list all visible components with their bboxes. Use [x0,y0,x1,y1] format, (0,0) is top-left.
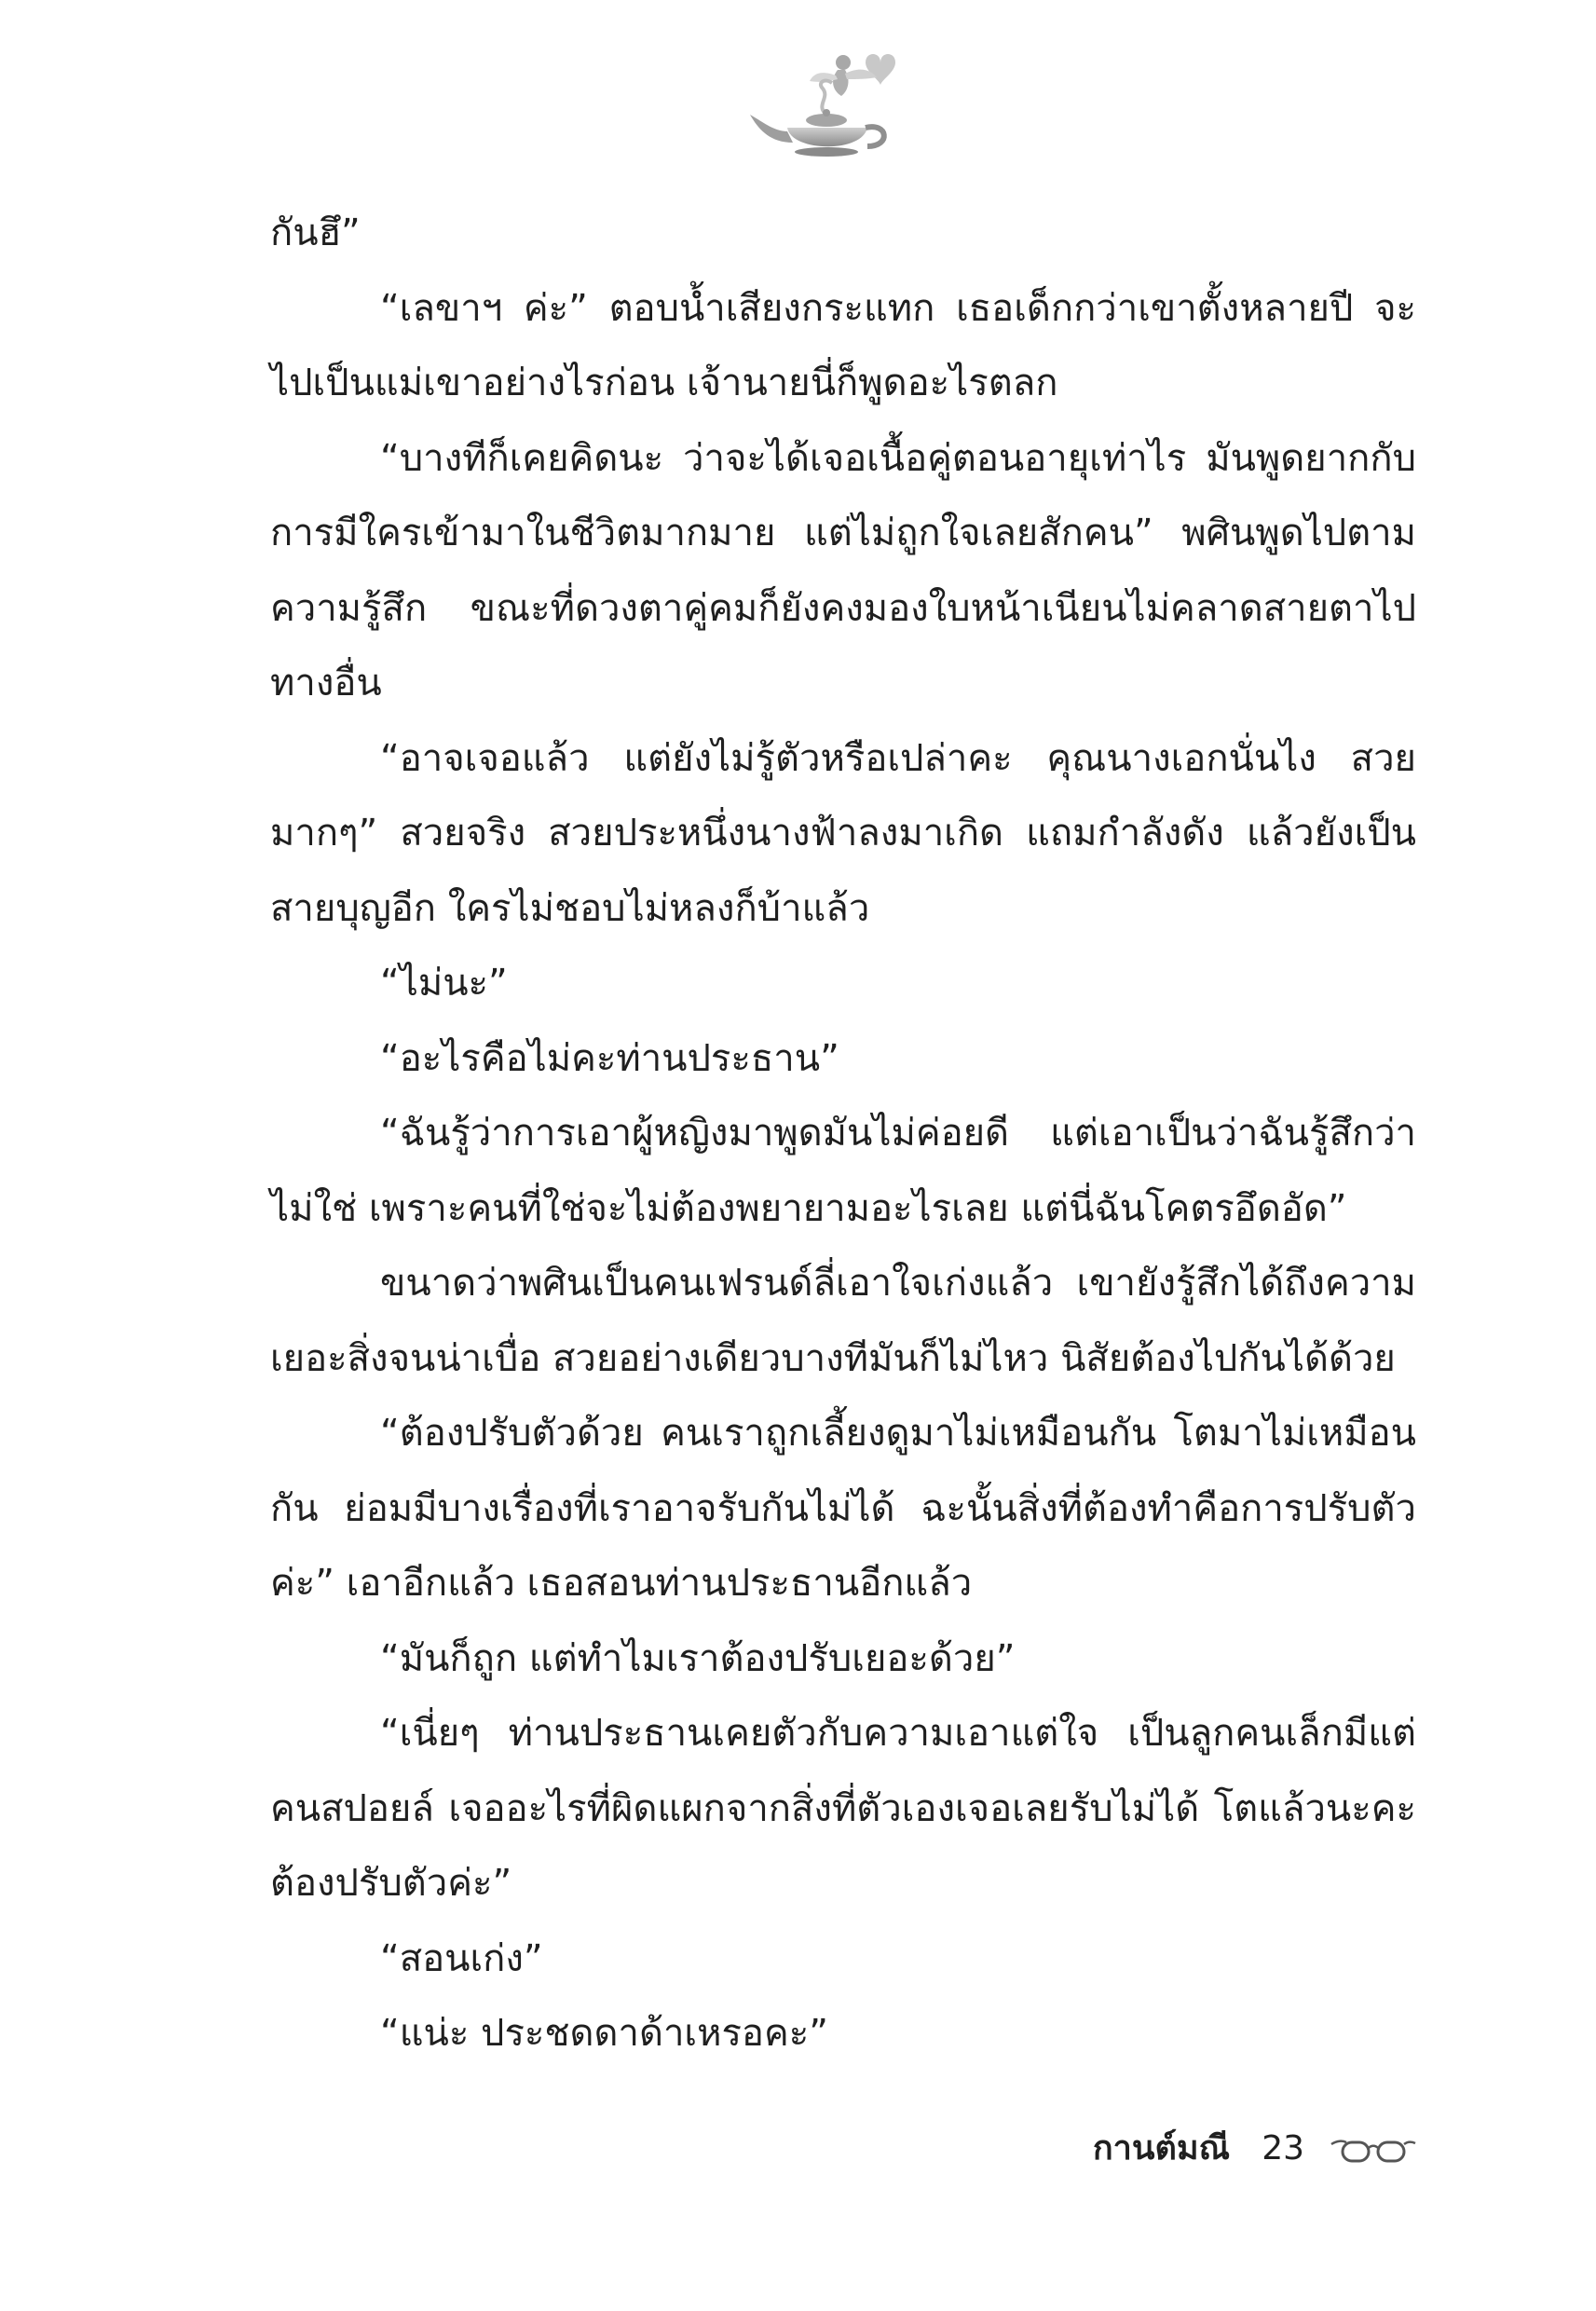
paragraph: “ต้องปรับตัวด้วย คนเราถูกเลี้ยงดูมาไม่เหมือนกัน โตมาไม่เหมือนกัน ย่อมมีบางเรื่องที่เราอาจรับกันไม่ได้ ฉะนั้นสิ่งที่ต้องทำคือการปรับตัวค่ะ” เอาอีกแล้ว เธอสอนท่านประธานอีกแล้ว [270,1412,1416,1605]
paragraph: “เนี่ยๆ ท่านประธานเคยตัวกับความเอาแต่ใจ เป็นลูกคนเล็กมีแต่คนสปอยล์ เจออะไรที่ผิดแผกจากสิ่งที่ตัวเองเจอเลยรับไม่ได้ โตแล้วนะคะ ต้องปรับตัวค่ะ” [270,1712,1416,1905]
page-footer [1071,2123,1425,2179]
page-number: 23 [1262,2129,1304,2167]
paragraph: กันฮึ” [270,212,361,254]
paragraph: “บางทีก็เคยคิดนะ ว่าจะได้เจอเนื้อคู่ตอนอายุเท่าไร มันพูดยากกับการมีใครเข้ามาในชีวิตมากมาย แต่ไม่ถูกใจเลยสักคน” พศินพูดไปตามความรู้สึก ขณะที่ดวงตาคู่คมก็ยังคงมองใบหน้าเนียนไม่คลาดสายตาไปทางอื่น [270,436,1416,704]
fairy-teapot-ornament-icon [741,42,918,163]
paragraph: “อาจเจอแล้ว แต่ยังไม่รู้ตัวหรือเปล่าคะ คุณนางเอกนั่นไง สวยมากๆ” สวยจริง สวยประหนึ่งนางฟ้าลงมาเกิด แถมกำลังดัง แล้วยังเป็นสายบุญอีก ใครไม่ชอบไม่หลงก็บ้าแล้ว [270,736,1416,930]
author-name: กานต์มณี [1092,2129,1230,2167]
paragraph: “มันก็ถูก แต่ทำไมเราต้องปรับเยอะด้วย” [380,1636,1016,1680]
paragraph: “ฉันรู้ว่าการเอาผู้หญิงมาพูดมันไม่ค่อยดี แต่เอาเป็นว่าฉันรู้สึกว่าไม่ใช่ เพราะคนที่ใช่จะไม่ต้องพยายามอะไรเลย แต่นี่ฉันโคตรอึดอัด” [270,1112,1416,1230]
paragraph: “สอนเก่ง” [380,1936,543,1980]
glasses-icon [1328,2135,1417,2167]
paragraph: “อะไรคือไม่คะท่านประธาน” [380,1036,839,1080]
paragraph: “แน่ะ ประชดดาด้าเหรอคะ” [380,2012,828,2055]
paragraph: “ไม่นะ” [380,962,508,1005]
paragraph: “เลขาฯ ค่ะ” ตอบน้ำเสียงกระแทก เธอเด็กกว่าเขาตั้งหลายปี จะไปเป็นแม่เขาอย่างไรก่อน เจ้านายนี่ก็พูดอะไรตลก [270,286,1416,404]
paragraph: ขนาดว่าพศินเป็นคนเฟรนด์ลี่เอาใจเก่งแล้ว เขายังรู้สึกได้ถึงความเยอะสิ่งจนน่าเบื่อ สวยอย่างเดียวบางทีมันก็ไม่ไหว นิสัยต้องไปกันได้ด้วย [270,1262,1416,1380]
story-text [270,196,1416,2055]
